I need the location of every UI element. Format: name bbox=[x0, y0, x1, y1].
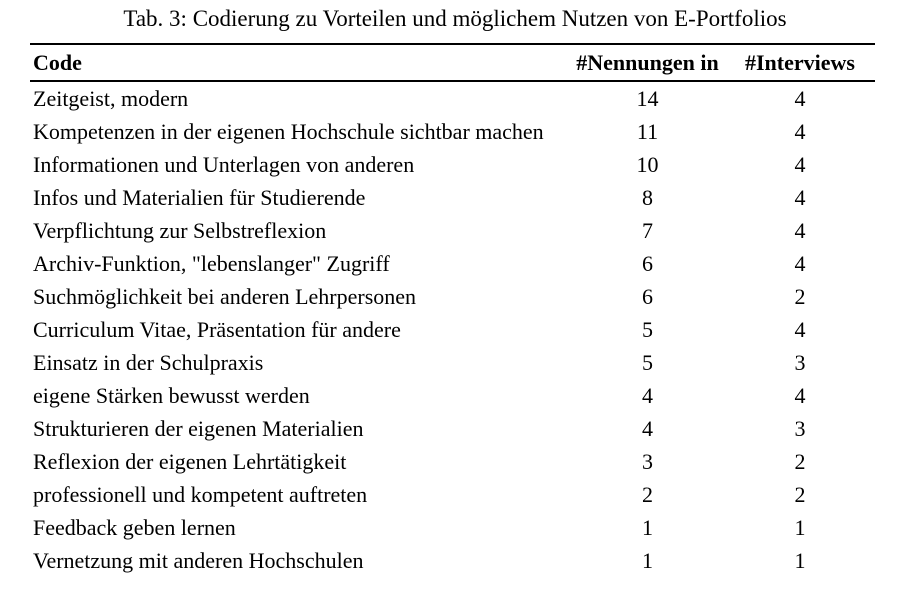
table-caption: Tab. 3: Codierung zu Vorteilen und möglichem Nutzen von E-Portfolios bbox=[123, 6, 787, 31]
interviews-cell: 2 bbox=[794, 283, 806, 309]
nennungen-cell: 5 bbox=[642, 349, 653, 375]
header-code: Code bbox=[33, 49, 82, 75]
code-cell: eigene Stärken bewusst werden bbox=[33, 382, 310, 408]
table-row bbox=[30, 313, 875, 346]
code-cell: Feedback geben lernen bbox=[33, 514, 236, 540]
nennungen-cell: 6 bbox=[642, 283, 653, 309]
code-cell: Informationen und Unterlagen von anderen bbox=[33, 151, 415, 177]
code-cell: Suchmöglichkeit bei anderen Lehrpersonen bbox=[33, 283, 417, 309]
table-row bbox=[30, 445, 875, 478]
nennungen-cell: 5 bbox=[642, 316, 653, 342]
table-row bbox=[30, 478, 875, 511]
nennungen-cell: 1 bbox=[642, 514, 653, 540]
code-cell: Archiv-Funktion, "lebenslanger" Zugriff bbox=[33, 250, 390, 276]
code-cell: professionell und kompetent auftreten bbox=[33, 481, 368, 507]
table-row bbox=[30, 280, 875, 313]
table-row bbox=[30, 346, 875, 379]
code-cell: Strukturieren der eigenen Materialien bbox=[33, 415, 364, 441]
nennungen-cell: 11 bbox=[636, 118, 659, 144]
code-cell: Vernetzung mit anderen Hochschulen bbox=[33, 547, 364, 573]
header-nennungen: #Nennungen in bbox=[576, 49, 719, 75]
code-cell: Zeitgeist, modern bbox=[33, 85, 189, 111]
table-row bbox=[30, 148, 875, 181]
nennungen-cell: 3 bbox=[642, 448, 653, 474]
nennungen-cell: 2 bbox=[642, 481, 653, 507]
interviews-cell: 4 bbox=[794, 382, 806, 408]
table-row bbox=[30, 412, 875, 445]
code-cell: Verpflichtung zur Selbstreflexion bbox=[33, 217, 327, 243]
table-row bbox=[30, 511, 875, 544]
code-cell: Curriculum Vitae, Präsentation für andere bbox=[33, 316, 401, 342]
interviews-cell: 4 bbox=[794, 151, 806, 177]
code-cell: Kompetenzen in der eigenen Hochschule sichtbar machen bbox=[33, 118, 544, 144]
table-row bbox=[30, 379, 875, 412]
nennungen-cell: 4 bbox=[642, 382, 653, 408]
nennungen-cell: 8 bbox=[642, 184, 653, 210]
header-row bbox=[30, 44, 875, 81]
table-header bbox=[30, 44, 875, 81]
interviews-cell: 4 bbox=[794, 217, 806, 243]
interviews-cell: 4 bbox=[794, 184, 806, 210]
table-row bbox=[30, 115, 875, 148]
nennungen-cell: 6 bbox=[642, 250, 653, 276]
nennungen-cell: 7 bbox=[642, 217, 653, 243]
table-row bbox=[30, 81, 875, 115]
interviews-cell: 4 bbox=[794, 118, 806, 144]
code-cell: Reflexion der eigenen Lehrtätigkeit bbox=[33, 448, 347, 474]
coding-table bbox=[30, 43, 875, 577]
interviews-cell: 4 bbox=[794, 85, 806, 111]
table-row bbox=[30, 247, 875, 280]
nennungen-cell: 4 bbox=[642, 415, 653, 441]
interviews-cell: 2 bbox=[794, 448, 806, 474]
header-interviews: #Interviews bbox=[745, 49, 855, 75]
table-row bbox=[30, 214, 875, 247]
interviews-cell: 4 bbox=[794, 250, 806, 276]
nennungen-cell: 1 bbox=[642, 547, 653, 573]
table-body bbox=[30, 81, 875, 577]
interviews-cell: 1 bbox=[794, 547, 806, 573]
interviews-cell: 2 bbox=[794, 481, 806, 507]
nennungen-cell: 10 bbox=[636, 151, 659, 177]
table-row bbox=[30, 181, 875, 214]
code-cell: Infos und Materialien für Studierende bbox=[33, 184, 366, 210]
table-row bbox=[30, 544, 875, 577]
interviews-cell: 4 bbox=[794, 316, 806, 342]
interviews-cell: 3 bbox=[794, 415, 806, 441]
nennungen-cell: 14 bbox=[636, 85, 659, 111]
interviews-cell: 3 bbox=[794, 349, 806, 375]
code-cell: Einsatz in der Schulpraxis bbox=[33, 349, 264, 375]
interviews-cell: 1 bbox=[794, 514, 806, 540]
